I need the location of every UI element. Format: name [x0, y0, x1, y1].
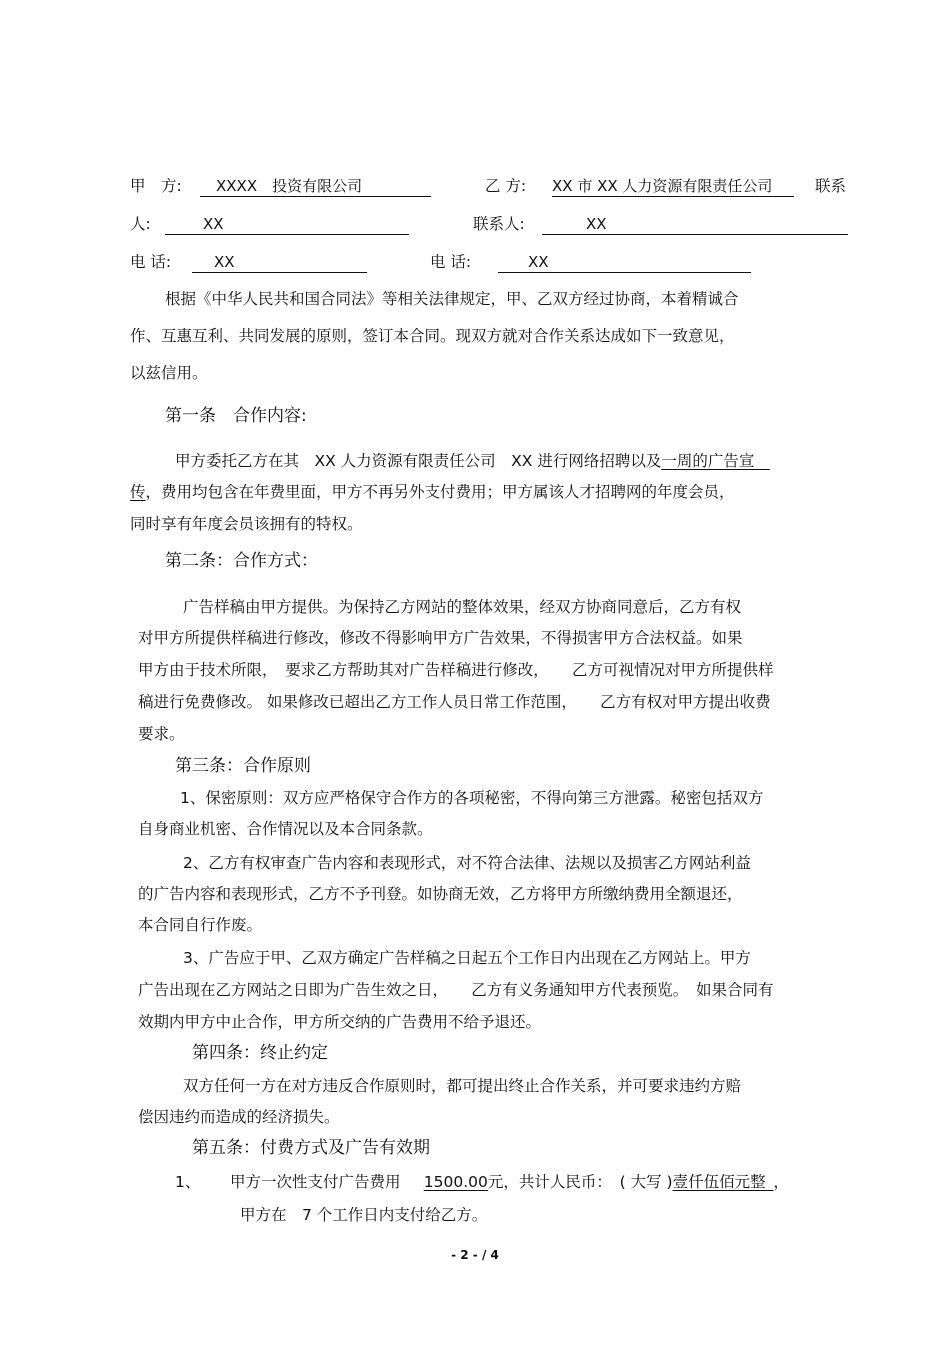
article-5-title: 第五条：付费方式及广告有效期: [192, 1138, 430, 1158]
party-a-phone: XX: [192, 252, 367, 273]
page-number: - 2 - / 4: [451, 1248, 499, 1262]
article-4-line-1: 双方任何一方在对方违反合作原则时，都可提出终止合作关系，并可要求违约方赔: [183, 1077, 742, 1095]
article-2-line-3: 甲方由于技术所限， 要求乙方帮助其对广告样稿进行修改， 乙方可视情况对甲方所提供样: [138, 661, 774, 679]
article-5-line-1-text: 甲方一次性支付广告费用: [230, 1173, 401, 1191]
article-3-p3-line-1: 3、广告应于甲、乙双方确定广告样稿之日起五个工作日内出现在乙方网站上。甲方: [183, 949, 751, 967]
article-2-line-5: 要求。: [138, 725, 185, 743]
preamble-line-1: 根据《中华人民共和国合同法》等相关法律规定，甲、乙双方经过协商，本着精诚合: [165, 290, 739, 308]
preamble-line-3: 以兹信用。: [130, 364, 208, 382]
article-1-line-1-text: 甲方委托乙方在其 XX 人力资源有限责任公司 XX 进行网络招聘以及: [175, 452, 662, 470]
article-5-line-1-end: ，: [773, 1173, 789, 1191]
party-b-phone-label: 电 话:: [430, 253, 472, 271]
article-1-underline-pad: [754, 452, 770, 470]
article-1-line-2: [130, 482, 735, 502]
article-2-title: 第二条：合作方式：: [165, 551, 318, 571]
article-5-line-2: 甲方在 7 个工作日内支付给乙方。: [240, 1206, 488, 1224]
party-b-contact-label: 联系人:: [473, 215, 525, 233]
article-2-line-1: 广告样稿由甲方提供。为保持乙方网站的整体效果，经双方协商同意后，乙方有权: [183, 598, 742, 616]
party-b-contact: XX: [542, 214, 848, 235]
party-b-name: XX 市 XX 人力资源有限责任公司: [552, 176, 794, 197]
article-3-p1-line-1: 1、保密原则：双方应严格保守合作方的各项秘密，不得向第三方泄露。秘密包括双方: [180, 789, 764, 807]
party-a-contact: XX: [165, 214, 409, 235]
article-5-line-1: [230, 1172, 789, 1192]
party-a-label: 甲 方:: [130, 177, 182, 195]
article-3-p1-line-2: 自身商业机密、合作情况以及本合同条款。: [138, 820, 433, 838]
article-1-underlined-start: 传: [130, 483, 146, 501]
article-3-p3-line-3: 效期内甲方中止合作，甲方所交纳的广告费用不给予退还。: [138, 1013, 542, 1031]
article-3-title: 第三条：合作原则: [175, 756, 311, 776]
party-a-phone-label: 电 话:: [130, 253, 172, 271]
article-1-underlined-text: 一周的广告宣: [661, 452, 755, 470]
preamble-line-2: 作、互惠互利、共同发展的原则，签订本合同。现双方就对合作关系达成如下一致意见，: [130, 327, 735, 345]
article-5-currency-text: 元，共计人民币： ( 大写 ): [487, 1173, 673, 1191]
party-a-name: XXXX 投资有限公司: [200, 176, 431, 197]
article-4-line-2: 偿因违约而造成的经济损失。: [138, 1108, 340, 1126]
article-3-p2-line-1: 2、乙方有权审查广告内容和表现形式，对不符合法律、法规以及损害乙方网站利益: [183, 854, 751, 872]
fee-amount-in-words: 壹仟伍佰元整: [672, 1173, 766, 1191]
article-3-p2-line-2: 的广告内容和表现形式，乙方不予刊登。如协商无效，乙方将甲方所缴纳费用全额退还，: [138, 885, 743, 903]
party-b-label: 乙 方:: [485, 177, 527, 195]
article-4-title: 第四条：终止约定: [192, 1043, 328, 1063]
article-1-line-2-text: ，费用均包含在年费里面，甲方不再另外支付费用；甲方属该人才招聘网的年度会员，: [145, 483, 735, 501]
article-2-line-4: 稿进行免费修改。 如果修改已超出乙方工作人员日常工作范围， 乙方有权对甲方提出收费: [138, 693, 771, 711]
article-1-title: 第一条 合作内容:: [165, 406, 307, 426]
article-3-p2-line-3: 本合同自行作废。: [138, 916, 263, 934]
article-2-line-2: 对甲方所提供样稿进行修改，修改不得影响甲方广告效果，不得损害甲方合法权益。如果: [138, 629, 743, 647]
contact-label-tail: 人:: [130, 215, 151, 233]
contact-label-lead: 联系: [815, 177, 847, 195]
article-1-line-3: 同时享有年度会员该拥有的特权。: [130, 515, 363, 533]
party-b-phone: XX: [498, 252, 751, 273]
fee-amount: 1500.00: [423, 1173, 488, 1191]
article-5-item-number: 1、: [175, 1173, 201, 1191]
article-1-line-1: [175, 451, 770, 471]
article-3-p3-line-2: 广告出现在乙方网站之日即为广告生效之日， 乙方有义务通知甲方代表预览。 如果合同有: [138, 981, 774, 999]
